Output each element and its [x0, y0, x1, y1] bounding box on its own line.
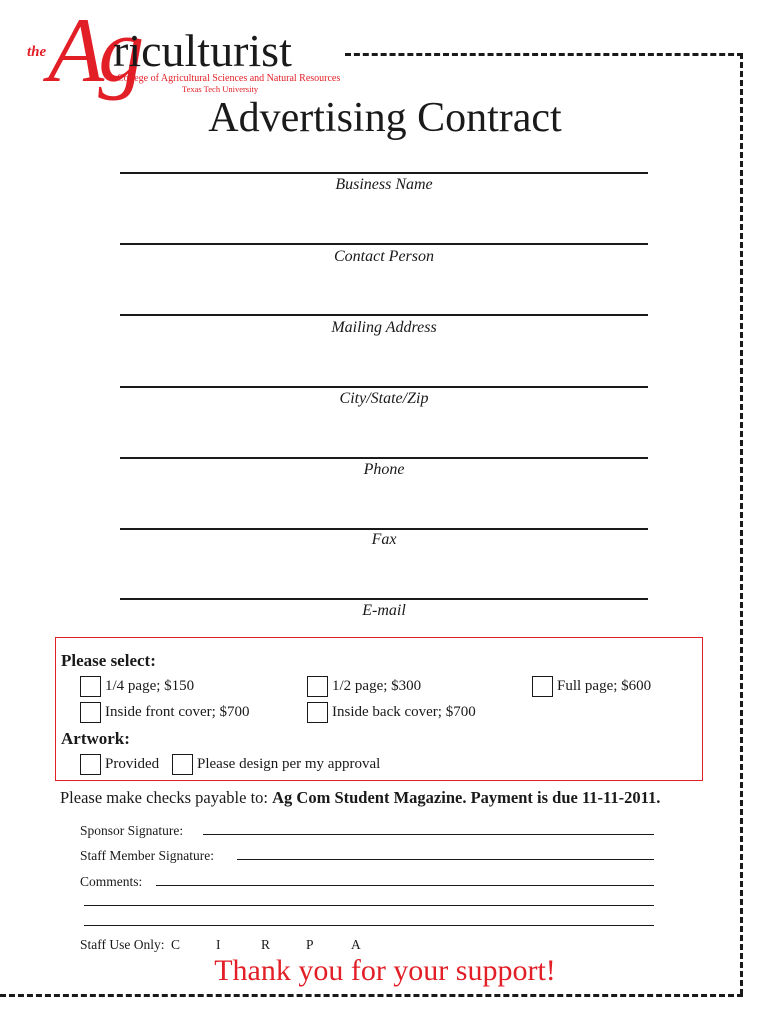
payment-note — [60, 788, 660, 808]
contact-person-label: Contact Person — [334, 248, 434, 265]
option-inside-front-cover[interactable] — [80, 702, 250, 723]
checkbox[interactable] — [172, 754, 193, 775]
logo-the: the — [27, 44, 47, 60]
sponsor-signature-label: Sponsor Signature: — [80, 823, 184, 838]
option-quarter-page[interactable] — [80, 676, 194, 697]
comments-line-2[interactable] — [84, 905, 654, 906]
dashed-border-bottom — [0, 994, 743, 997]
phone-label: Phone — [363, 461, 405, 478]
comments-line-3[interactable] — [84, 925, 654, 926]
thank-you-message: Thank you for your support! — [214, 954, 556, 987]
business-name-label: Business Name — [335, 176, 433, 193]
city-state-zip-field[interactable] — [120, 386, 648, 388]
checkbox[interactable] — [307, 676, 328, 697]
email-label: E-mail — [362, 602, 406, 619]
logo-ag: Ag — [48, 0, 139, 101]
staff-use-label: Staff Use Only: — [80, 937, 165, 952]
checkbox[interactable] — [532, 676, 553, 697]
option-inside-back-cover[interactable] — [307, 702, 476, 723]
option-label: Inside front cover; $700 — [105, 704, 250, 720]
payment-payee: Ag Com Student Magazine. Payment is due 11-11-2011. — [272, 788, 661, 807]
staff-code-r: R — [261, 937, 271, 952]
logo-college: College of Agricultural Sciences and Natural Resources — [117, 73, 341, 84]
fax-field[interactable] — [120, 528, 648, 530]
staff-signature-field[interactable] — [237, 859, 654, 860]
staff-code-a: A — [351, 937, 361, 952]
email-field[interactable] — [120, 598, 648, 600]
comments-label: Comments: — [80, 874, 143, 889]
checkbox[interactable] — [80, 754, 101, 775]
artwork-please-design[interactable] — [172, 754, 380, 775]
checkbox[interactable] — [307, 702, 328, 723]
artwork-provided[interactable] — [80, 754, 159, 775]
checkbox[interactable] — [80, 676, 101, 697]
sponsor-signature-field[interactable] — [203, 834, 654, 835]
option-label: 1/2 page; $300 — [332, 678, 422, 694]
artwork-heading: Artwork: — [61, 729, 130, 748]
option-label: Inside back cover; $700 — [332, 704, 476, 720]
mailing-address-field[interactable] — [120, 314, 648, 316]
dashed-border-top — [345, 53, 743, 56]
mailing-address-label: Mailing Address — [331, 319, 437, 336]
payment-prefix: Please make checks payable to: — [60, 788, 268, 807]
option-label: 1/4 page; $150 — [105, 678, 195, 694]
option-label: Provided — [105, 756, 160, 772]
please-select-heading: Please select: — [61, 651, 156, 670]
staff-signature-label: Staff Member Signature: — [80, 848, 214, 863]
logo-university: Texas Tech University — [182, 84, 259, 94]
option-label: Please design per my approval — [197, 756, 381, 772]
option-full-page[interactable] — [532, 676, 651, 697]
phone-field[interactable] — [120, 457, 648, 459]
comments-field[interactable] — [156, 885, 654, 886]
checkbox[interactable] — [80, 702, 101, 723]
staff-code-i: I — [216, 937, 221, 952]
option-label: Full page; $600 — [557, 678, 652, 694]
page-title: Advertising Contract — [208, 95, 562, 141]
staff-code-c: C — [171, 937, 181, 952]
business-name-field[interactable] — [120, 172, 648, 174]
city-state-zip-label: City/State/Zip — [339, 390, 429, 407]
staff-code-p: P — [306, 937, 314, 952]
logo-wordmark: riculturist — [113, 25, 292, 76]
dashed-border-right — [740, 53, 743, 995]
contact-person-field[interactable] — [120, 243, 648, 245]
option-half-page[interactable] — [307, 676, 421, 697]
fax-label: Fax — [371, 531, 397, 548]
